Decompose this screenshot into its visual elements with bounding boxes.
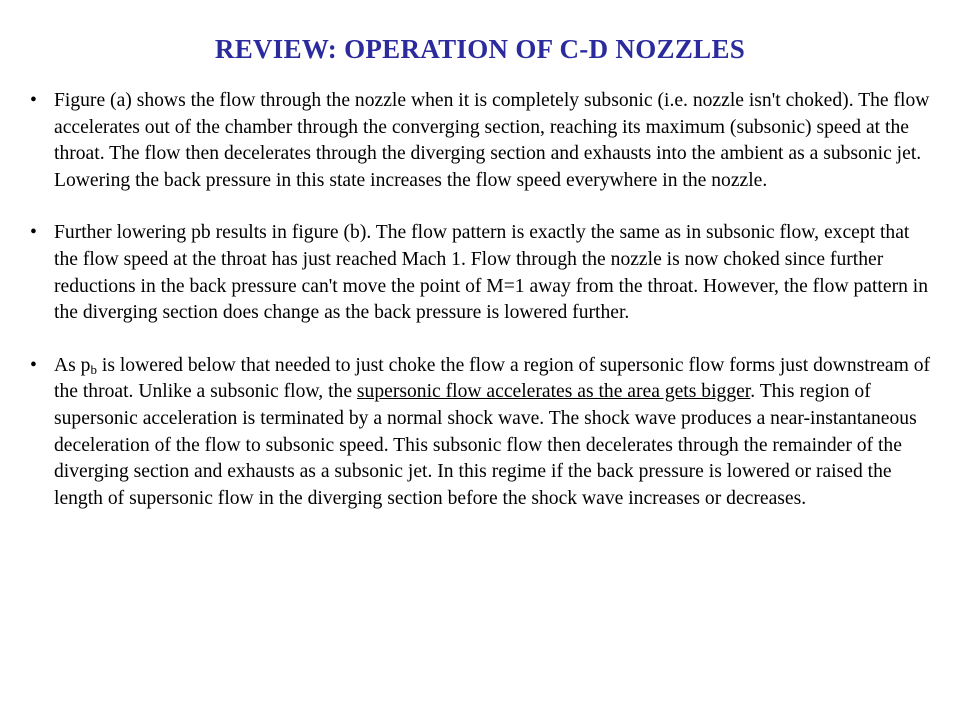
bullet-list (30, 88, 935, 512)
bullet-dot: • (30, 90, 37, 111)
bullet-item-supersonic (30, 353, 935, 513)
bullet-dot: • (30, 222, 37, 244)
underlined-phrase: supersonic flow accelerates as the area gets bigger (356, 381, 751, 403)
bullet-item-choked (30, 220, 935, 326)
bullet-text (54, 355, 930, 509)
bullet-text: Figure (a) shows the flow through the nozzle when it is completely subsonic (i.e. nozzle isn't choked). The flow accelerates out of the chamber through the converging section, reaching its maximum (subsonic) speed at the throat. The flow then decelerates through the diverging section and exhausts into the ambient as a subsonic jet. Lowering the back pressure in this state increases the flow speed everywhere in the nozzle. (54, 90, 930, 191)
bullet-text-start: As p (54, 354, 91, 376)
pressure-subscript: b (90, 361, 97, 377)
slide-title: REVIEW: OPERATION OF C-D NOZZLES (214, 34, 746, 64)
bullet-text: Further lowering pb results in figure (b). The flow pattern is exactly the same as in subsonic flow, except that the flow speed at the throat has just reached Mach 1. Flow through the nozzle is now choked since further reductions in the back pressure can't move the point of M=1 away from the throat. However, the flow pattern in the diverging section does change as the back pressure is lowered further. (54, 222, 929, 324)
bullet-text-mid: is lowered below that needed to just choke the flow a region of supersonic flow forms just downstream of the throat. Unlike a subsonic flow, the (54, 354, 931, 403)
bullet-item-subsonic (30, 88, 935, 194)
bullet-dot: • (30, 354, 37, 376)
bullet-text-end: . This region of supersonic acceleration is terminated by a normal shock wave. The shock wave produces a near-instantaneous deceleration of the flow to subsonic speed. This subsonic flow then decelerates through the remainder of the diverging section and exhausts as a subsonic jet. In this regime if the back pressure is lowered or raised the length of supersonic flow in the diverging section before the shock wave increases or decreases. (54, 381, 917, 509)
